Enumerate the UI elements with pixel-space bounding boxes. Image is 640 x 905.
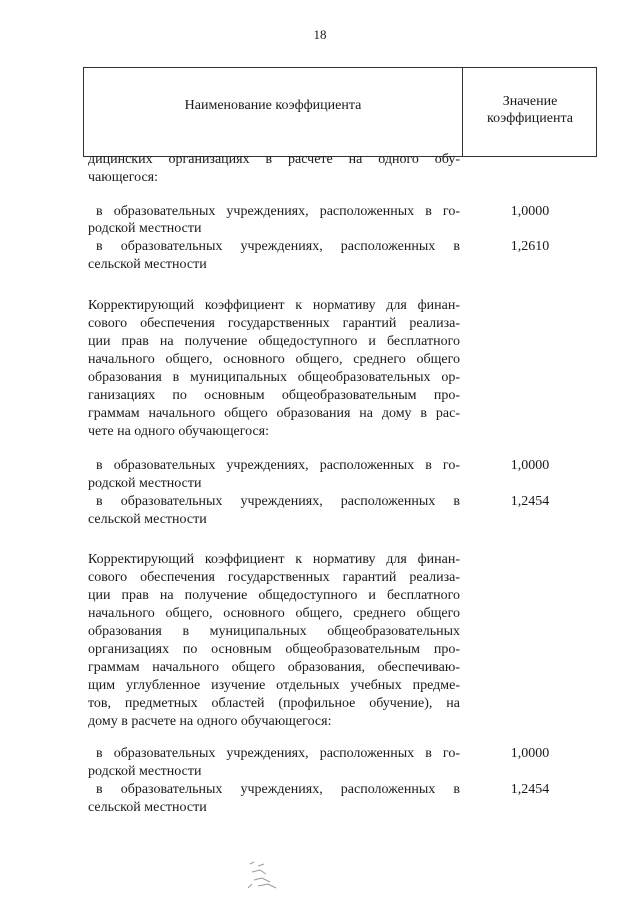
block2-line: тов, предметных областей (профильное обучение), на [88, 696, 460, 711]
block0-row2-value: 1,2610 [510, 239, 550, 254]
column-header-value: Значение коэффициента [487, 94, 573, 126]
block2-row2-value: 1,2454 [510, 782, 550, 797]
block1-row1-value: 1,0000 [510, 458, 550, 473]
block2-line: Корректирующий коэффициент к нормативу для финан- [88, 552, 460, 567]
block2-line: начального общего, основного общего, среднего общего [88, 606, 460, 621]
block2-row2-line: в образовательных учреждениях, расположенных в [96, 782, 460, 797]
block1-line: сового обеспечения государственных гарантий реализа- [88, 316, 460, 331]
block2-line: организациях по основным общеобразовательным про- [88, 642, 460, 657]
block1-row1-line: в образовательных учреждениях, расположенных в го- [96, 458, 460, 473]
block1-row1-line: родской местности [88, 476, 202, 491]
block1-line: ции прав на получение общедоступного и бесплатного [88, 334, 460, 349]
block0-row2-line: в образовательных учреждениях, расположенных в [96, 239, 460, 254]
stamp-mark [244, 858, 284, 894]
block0-row1-line: родской местности [88, 221, 202, 236]
block2-row1-line: в образовательных учреждениях, расположенных в го- [96, 746, 460, 761]
block2-row1-line: родской местности [88, 764, 202, 779]
block2-line: граммам начального общего образования, обеспечиваю- [88, 660, 460, 675]
block1-row2-line: сельской местности [88, 512, 207, 527]
block1-line: Корректирующий коэффициент к нормативу для финан- [88, 298, 460, 313]
block1-line: граммам начального общего образования на дому в рас- [88, 406, 460, 421]
block1-row2-value: 1,2454 [510, 494, 550, 509]
block0-line: чающегося: [88, 170, 158, 185]
block1-line: чете на одного обучающегося: [88, 424, 269, 439]
column-header-name: Наименование коэффициента [184, 98, 362, 113]
block2-row1-value: 1,0000 [510, 746, 550, 761]
block1-row2-line: в образовательных учреждениях, расположенных в [96, 494, 460, 509]
block0-row1-line: в образовательных учреждениях, расположенных в го- [96, 204, 460, 219]
block2-line: дому в расчете на одного обучающегося: [88, 714, 332, 729]
page-number: 18 [313, 27, 327, 42]
block0-row2-line: сельской местности [88, 257, 207, 272]
block1-line: образования в муниципальных общеобразовательных ор- [88, 370, 460, 385]
block2-line: образования в муниципальных общеобразовательных [88, 624, 460, 639]
block2-line: ции прав на получение общедоступного и бесплатного [88, 588, 460, 603]
block0-line: дицинских организациях в расчете на одного обу- [88, 152, 460, 167]
block2-row2-line: сельской местности [88, 800, 207, 815]
block1-line: ганизациях по основным общеобразовательным про- [88, 388, 460, 403]
block1-line: начального общего, основного общего, среднего общего [88, 352, 460, 367]
block2-line: сового обеспечения государственных гарантий реализа- [88, 570, 460, 585]
block0-row1-value: 1,0000 [510, 204, 550, 219]
block2-line: щим углубленное изучение отдельных учебных предме- [88, 678, 460, 693]
